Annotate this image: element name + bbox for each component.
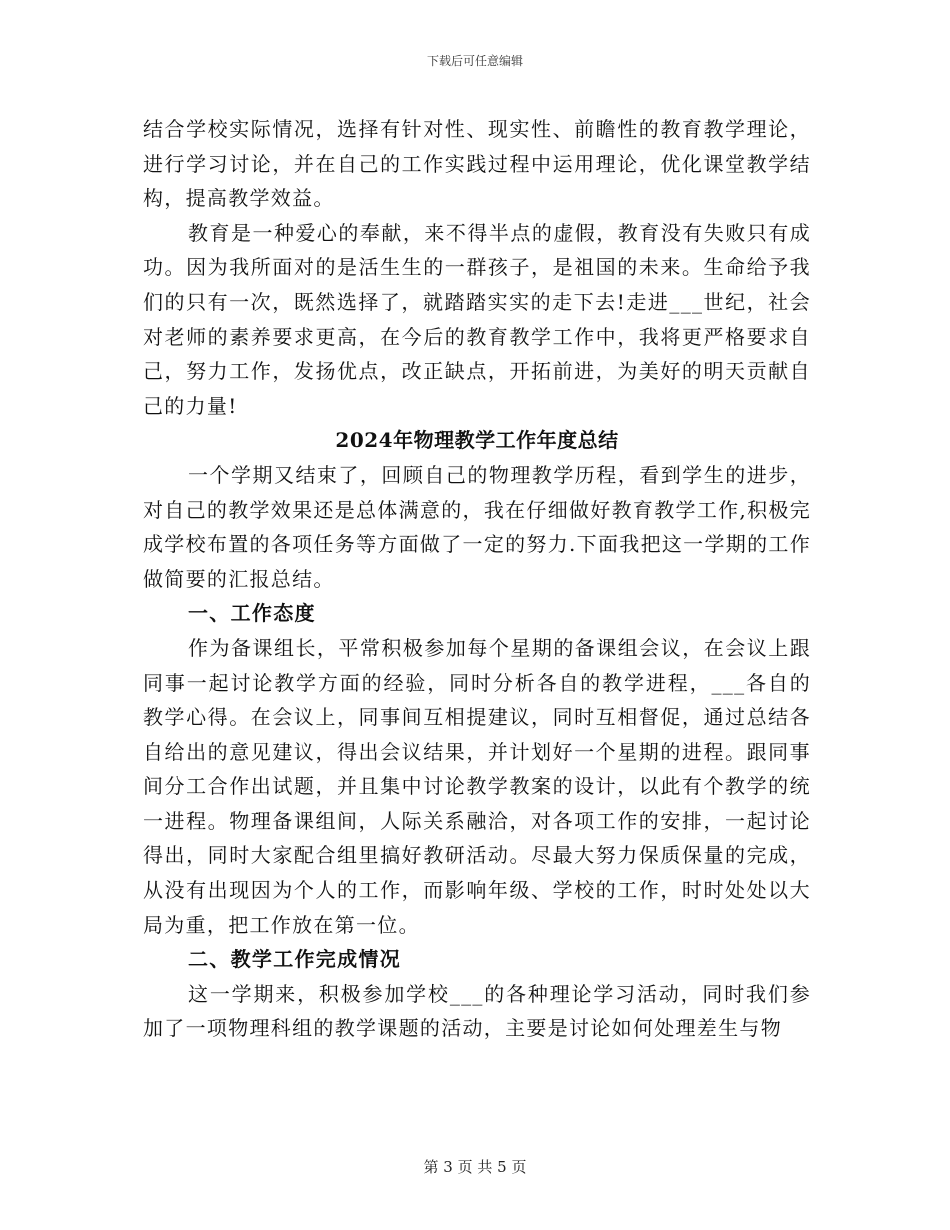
page-number: 第 3 页 共 5 页 [423,1158,527,1176]
paragraph-1: 结合学校实际情况，选择有针对性、现实性、前瞻性的教育教学理论，进行学习讨论，并在自己的工作实践过程中运用理论，优化课堂教学结构，提高教学效益。 [143,117,811,211]
page-header: 下载后可任意编辑 [426,54,523,68]
section-heading-1: 一、工作态度 [188,601,316,626]
paragraph-3: 一个学期又结束了，回顾自己的物理教学历程，看到学生的进步，对自己的教学效果还是总体满意的，我在仔细做好教育教学工作,积极完成学校布置的各项任务等方面做了一定的努力.下面我把这一学期的工作做简要的汇报总结。 [143,462,811,591]
document-body [143,112,811,1046]
document-title: 2024年物理教学工作年度总结 [335,428,619,453]
paragraph-4: 作为备课组长，平常积极参加每个星期的备课组会议，在会议上跟同事一起讨论教学方面的经验，同时分析各自的教学进程，___各自的教学心得。在会议上，同事间互相提建议，同时互相督促，通过总结各自给出的意见建议，得出会议结果，并计划好一个星期的进程。跟同事间分工合作出试题，并且集中讨论教学教案的设计，以此有个教学的统一进程。物理备课组间，人际关系融洽，对各项工作的安排，一起讨论得出，同时大家配合组里搞好教研活动。尽最大努力保质保量的完成，从没有出现因为个人的工作，而影响年级、学校的工作，时时处处以大局为重，把工作放在第一位。 [143,635,811,937]
paragraph-2: 教育是一种爱心的奉献，来不得半点的虚假，教育没有失败只有成功。因为我所面对的是活生生的一群孩子，是祖国的未来。生命给予我们的只有一次，既然选择了，就踏踏实实的走下去!走进___世纪，社会对老师的素养要求更高，在今后的教育教学工作中，我将更严格要求自己，努力工作，发扬优点，改正缺点，开拓前进，为美好的明天贡献自己的力量! [143,220,811,418]
section-heading-2: 二、教学工作完成情况 [188,947,401,972]
paragraph-5: 这一学期来，积极参加学校___的各种理论学习活动，同时我们参加了一项物理科组的教学课题的活动，主要是讨论如何处理差生与物 [143,981,811,1041]
